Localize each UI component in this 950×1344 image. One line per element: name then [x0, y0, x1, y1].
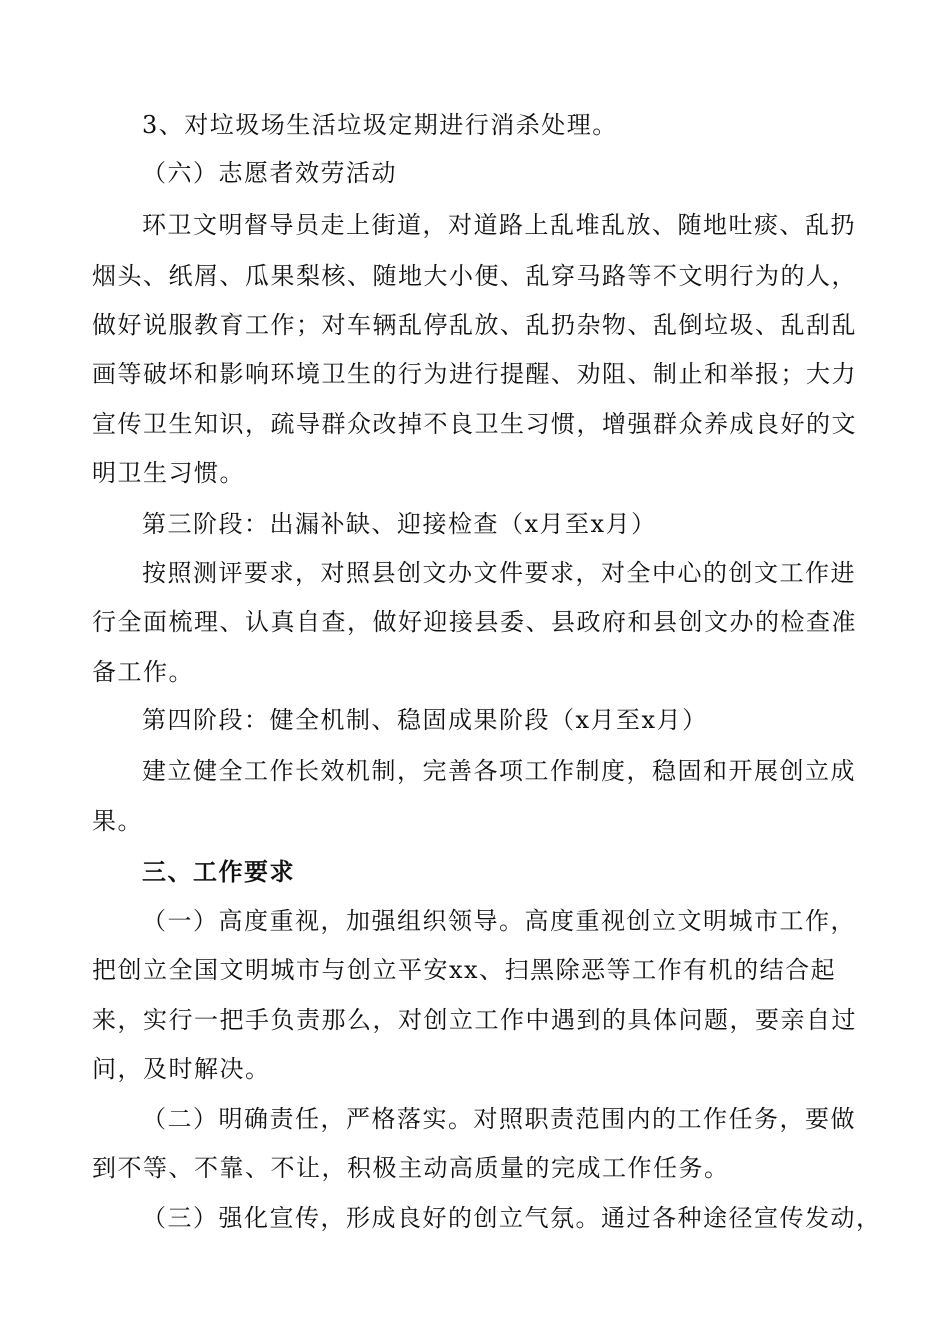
paragraph-line: 环卫文明督导员走上街道，对道路上乱堆乱放、随地吐痰、乱扔 — [142, 211, 856, 239]
paragraph-line: 按照测评要求，对照县创文办文件要求，对全中心的创文工作进 — [142, 559, 856, 587]
paragraph-line: 画等破坏和影响环境卫生的行为进行提醒、劝阻、制止和举报；大力 — [92, 360, 857, 388]
paragraph-line: 明卫生习惯。 — [92, 459, 245, 487]
paragraph-line: 果。 — [92, 807, 143, 835]
stage-heading: 第三阶段：出漏补缺、迎接检查（x月至x月） — [142, 510, 657, 538]
paragraph-line: 到不等、不靠、不让，积极主动高质量的完成工作任务。 — [92, 1154, 730, 1182]
paragraph-line: 来，实行一把手负责那么，对创立工作中遇到的具体问题，要亲自过 — [92, 1006, 857, 1034]
section-heading: 三、工作要求 — [142, 858, 295, 886]
paragraph-line: 建立健全工作长效机制，完善各项工作制度，稳固和开展创立成 — [142, 757, 856, 785]
paragraph-line: 3、对垃圾场生活垃圾定期进行消杀处理。 — [142, 111, 618, 139]
paragraph-line: 问，及时解决。 — [92, 1055, 271, 1083]
paragraph-line: 做好说服教育工作；对车辆乱停乱放、乱扔杂物、乱倒垃圾、乱刮乱 — [92, 311, 857, 339]
paragraph-line: 宣传卫生知识，疏导群众改掉不良卫生习惯，增强群众养成良好的文 — [92, 410, 857, 438]
paragraph-line: （一）高度重视，加强组织领导。高度重视创立文明城市工作， — [142, 907, 856, 935]
paragraph-line: 把创立全国文明城市与创立平安xx、扫黑除恶等工作有机的结合起 — [92, 956, 837, 984]
subsection-heading: （六）志愿者效劳活动 — [142, 159, 397, 187]
paragraph-line: 烟头、纸屑、瓜果梨核、随地大小便、乱穿马路等不文明行为的人， — [92, 262, 857, 290]
paragraph-line: （三）强化宣传，形成良好的创立气氛。通过各种途径宣传发动， — [142, 1204, 882, 1232]
paragraph-line: 行全面梳理、认真自查，做好迎接县委、县政府和县创文办的检查准 — [92, 608, 857, 636]
stage-heading: 第四阶段：健全机制、稳固成果阶段（x月至x月） — [142, 706, 708, 734]
paragraph-line: （二）明确责任，严格落实。对照职责范围内的工作任务，要做 — [142, 1105, 856, 1133]
paragraph-line: 备工作。 — [92, 658, 194, 686]
